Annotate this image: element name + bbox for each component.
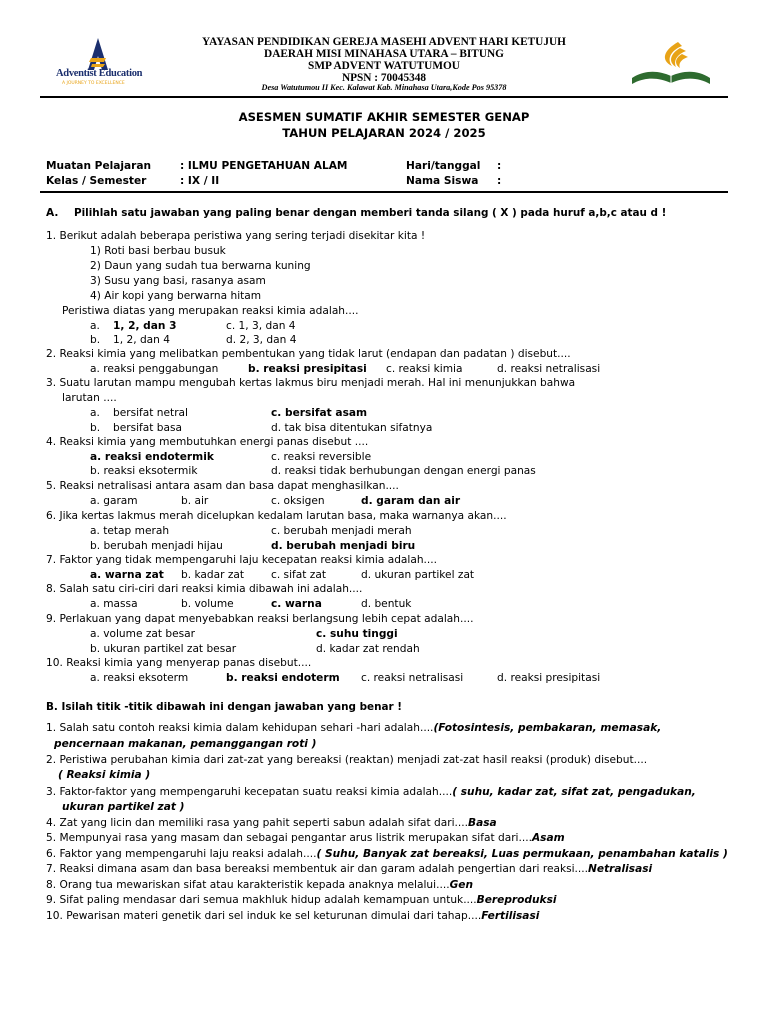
header-region: DAERAH MISI MINAHASA UTARA – BITUNG: [264, 48, 504, 60]
logo-text: Adventist Education: [56, 68, 143, 79]
b-question-text: 1. Salah satu contoh reaksi kimia dalam kehidupan sehari -hari adalah....: [46, 722, 434, 734]
q1-option-d: d. 2, 3, dan 4: [226, 334, 297, 346]
q1-option-b: 1, 2, dan 4: [113, 334, 170, 346]
exam-title: ASESMEN SUMATIF AKHIR SEMESTER GENAP: [238, 110, 530, 124]
q5-option-d: d. garam dan air: [361, 495, 461, 507]
q5-option-b: b. air: [181, 495, 209, 507]
b-answer-cont: pencernaan makanan, pemanggangan roti ): [54, 738, 317, 750]
q2-option-c: c. reaksi kimia: [386, 363, 463, 375]
q6-option-d: d. berubah menjadi biru: [271, 540, 416, 552]
q3-option-d: d. tak bisa ditentukan sifatnya: [271, 422, 433, 434]
q10-option-a: a. reaksi eksoterm: [90, 672, 189, 684]
sda-church-logo-icon: [630, 40, 712, 90]
b-answer-cont: ukuran partikel zat ): [62, 801, 185, 813]
class-label: Kelas / Semester: [46, 175, 147, 187]
header-school: SMP ADVENT WATUTUMOU: [308, 60, 460, 72]
q1-item-1: 1) Roti basi berbau busuk: [90, 245, 226, 257]
header-foundation: YAYASAN PENDIDIKAN GEREJA MASEHI ADVENT HARI KETUJUH: [202, 36, 566, 48]
q1-item-3: 3) Susu yang basi, rasanya asam: [90, 275, 266, 287]
q6-option-c: c. berubah menjadi merah: [271, 525, 412, 537]
q9-option-a: a. volume zat besar: [90, 628, 196, 640]
question-stem: 1. Berikut adalah beberapa peristiwa yang sering terjadi disekitar kita !: [46, 230, 426, 242]
q4-option-b: b. reaksi eksotermik: [90, 465, 198, 477]
q5-option-c: c. oksigen: [271, 495, 325, 507]
name-value: :: [497, 175, 502, 187]
q9-option-b: b. ukuran partikel zat besar: [90, 643, 237, 655]
b-question-4: [46, 818, 497, 829]
b-question-text: 4. Zat yang licin dan memiliki rasa yang pahit seperti sabun adalah sifat dari....: [46, 817, 469, 829]
q1-option-c: c. 1, 3, dan 4: [226, 320, 296, 332]
header-address: Desa Watutumou II Kec. Kalawat Kab. Minahasa Utara,Kode Pos 95378: [261, 83, 507, 92]
b-answer: ( suhu, kadar zat, sifat zat, pengadukan,: [452, 786, 696, 798]
b-question-text: 9. Sifat paling mendasar dari semua makhluk hidup adalah kemampuan untuk....: [46, 894, 477, 906]
b-question-text: 8. Orang tua mewariskan sifat atau karakteristik kepada anaknya melalui....: [46, 879, 450, 891]
b-question-5: [46, 833, 565, 844]
q6-option-a: a. tetap merah: [90, 525, 170, 537]
q1-item-4: 4) Air kopi yang berwarna hitam: [90, 290, 262, 302]
q1-item-2: 2) Daun yang sudah tua berwarna kuning: [90, 260, 311, 272]
b-question-1: [46, 723, 661, 734]
b-answer-2: ( Reaksi kimia ): [58, 769, 151, 781]
q3-option-a-letter: a.: [90, 407, 100, 419]
b-answer: (Fotosintesis, pembakaran, memasak,: [433, 722, 662, 734]
b-answer: Netralisasi: [588, 863, 653, 875]
question-3: 3. Suatu larutan mampu mengubah kertas lakmus biru menjadi merah. Hal ini menunjukkan bahwa: [46, 377, 576, 389]
b-question-8: [46, 880, 473, 891]
info-divider: [40, 191, 728, 193]
section-a-instruction: Pilihlah satu jawaban yang paling benar dengan memberi tanda silang ( X ) pada huruf a,b,c atau d !: [74, 207, 667, 219]
b-question-text: 6. Faktor yang mempengaruhi laju reaksi adalah....: [46, 848, 317, 860]
header-npsn: NPSN : 70045348: [341, 72, 427, 84]
q10-option-c: c. reaksi netralisasi: [361, 672, 464, 684]
q3-option-a: bersifat netral: [113, 407, 188, 419]
logo-adventist-education: [58, 36, 158, 96]
b-question-9: [46, 895, 557, 906]
b-question-3: [46, 787, 696, 798]
q7-option-c: c. sifat zat: [271, 569, 326, 581]
b-question-text: 7. Reaksi dimana asam dan basa bereaksi membentuk air dan garam adalah pengertian dari reaksi....: [46, 863, 589, 875]
q2-option-a: a. reaksi penggabungan: [90, 363, 219, 375]
question-6: 6. Jika kertas lakmus merah dicelupkan kedalam larutan basa, maka warnanya akan....: [46, 510, 507, 522]
date-value: :: [497, 160, 502, 172]
b-answer: Basa: [468, 817, 497, 829]
q10-option-d: d. reaksi presipitasi: [497, 672, 601, 684]
b-answer: Gen: [449, 879, 473, 891]
q9-option-d: d. kadar zat rendah: [316, 643, 420, 655]
q6-option-b: b. berubah menjadi hijau: [90, 540, 223, 552]
q1-prompt: Peristiwa diatas yang merupakan reaksi kimia adalah....: [62, 305, 359, 317]
q3-option-c: c. bersifat asam: [271, 407, 368, 419]
q8-option-c: c. warna: [271, 598, 322, 610]
logo-sda-church: [630, 40, 712, 90]
b-question-6: [46, 849, 728, 860]
q4-option-c: c. reaksi reversible: [271, 451, 372, 463]
question-2: 2. Reaksi kimia yang melibatkan pembentukan yang tidak larut (endapan dan padatan ) disebut....: [46, 348, 571, 360]
b-question-2: 2. Peristiwa perubahan kimia dari zat-zat yang bereaksi (reaktan) menjadi zat-zat hasil reaksi (produk) disebut....: [46, 754, 648, 766]
b-answer: ( Suhu, Banyak zat bereaksi, Luas permukaan, penambahan katalis ): [316, 848, 728, 860]
q3-option-b-letter: b.: [90, 422, 101, 434]
subject-value: : ILMU PENGETAHUAN ALAM: [180, 160, 348, 172]
name-label: Nama Siswa: [406, 175, 479, 187]
b-question-10: [46, 911, 539, 922]
q8-option-b: b. volume: [181, 598, 234, 610]
exam-year: TAHUN PELAJARAN 2024 / 2025: [282, 126, 486, 140]
date-label: Hari/tanggal: [406, 160, 481, 172]
q5-option-a: a. garam: [90, 495, 138, 507]
q9-option-c: c. suhu tinggi: [316, 628, 398, 640]
question-5: 5. Reaksi netralisasi antara asam dan basa dapat menghasilkan....: [46, 480, 399, 492]
q1-option-a-letter: a.: [90, 320, 100, 332]
b-answer: Asam: [531, 832, 565, 844]
q2-option-d: d. reaksi netralisasi: [497, 363, 601, 375]
q1-option-a: 1, 2, dan 3: [113, 320, 177, 332]
logo-tagline: A JOURNEY TO EXCELLENCE: [62, 81, 125, 86]
q1-option-b-letter: b.: [90, 334, 101, 346]
section-b-heading: B. Isilah titik -titik dibawah ini dengan jawaban yang benar !: [46, 701, 402, 713]
b-question-text: 10. Pewarisan materi genetik dari sel induk ke sel keturunan dimulai dari tahap....: [46, 910, 482, 922]
q4-option-a: a. reaksi endotermik: [90, 451, 214, 463]
q8-option-a: a. massa: [90, 598, 138, 610]
question-10: 10. Reaksi kimia yang menyerap panas disebut....: [46, 657, 312, 669]
question-7: 7. Faktor yang tidak mempengaruhi laju kecepatan reaksi kimia adalah....: [46, 554, 438, 566]
q7-option-d: d. ukuran partikel zat: [361, 569, 475, 581]
question-4: 4. Reaksi kimia yang membutuhkan energi panas disebut ....: [46, 436, 369, 448]
b-question-text: 5. Mempunyai rasa yang masam dan sebagai pengantar arus listrik merupakan sifat dari....: [46, 832, 532, 844]
section-a-letter: A.: [46, 207, 59, 219]
q4-option-d: d. reaksi tidak berhubungan dengan energi panas: [271, 465, 536, 477]
question-8: 8. Salah satu ciri-ciri dari reaksi kimia dibawah ini adalah....: [46, 583, 363, 595]
q8-option-d: d. bentuk: [361, 598, 412, 610]
adventist-education-logo-icon: [58, 36, 158, 96]
question-9: 9. Perlakuan yang dapat menyebabkan reaksi berlangsung lebih cepat adalah....: [46, 613, 474, 625]
q7-option-b: b. kadar zat: [181, 569, 245, 581]
b-answer: Fertilisasi: [481, 910, 540, 922]
q2-option-b: b. reaksi presipitasi: [248, 363, 367, 375]
b-answer: Bereproduksi: [476, 894, 557, 906]
b-question-text: 3. Faktor-faktor yang mempengaruhi kecepatan suatu reaksi kimia adalah....: [46, 786, 453, 798]
question-3-cont: larutan ....: [62, 392, 117, 404]
q10-option-b: b. reaksi endoterm: [226, 672, 340, 684]
b-question-7: [46, 864, 652, 875]
question-1: [46, 231, 425, 245]
header-divider: [40, 96, 728, 98]
class-value: : IX / II: [180, 175, 220, 187]
subject-label: Muatan Pelajaran: [46, 160, 152, 172]
q7-option-a: a. warna zat: [90, 569, 164, 581]
q3-option-b: bersifat basa: [113, 422, 183, 434]
